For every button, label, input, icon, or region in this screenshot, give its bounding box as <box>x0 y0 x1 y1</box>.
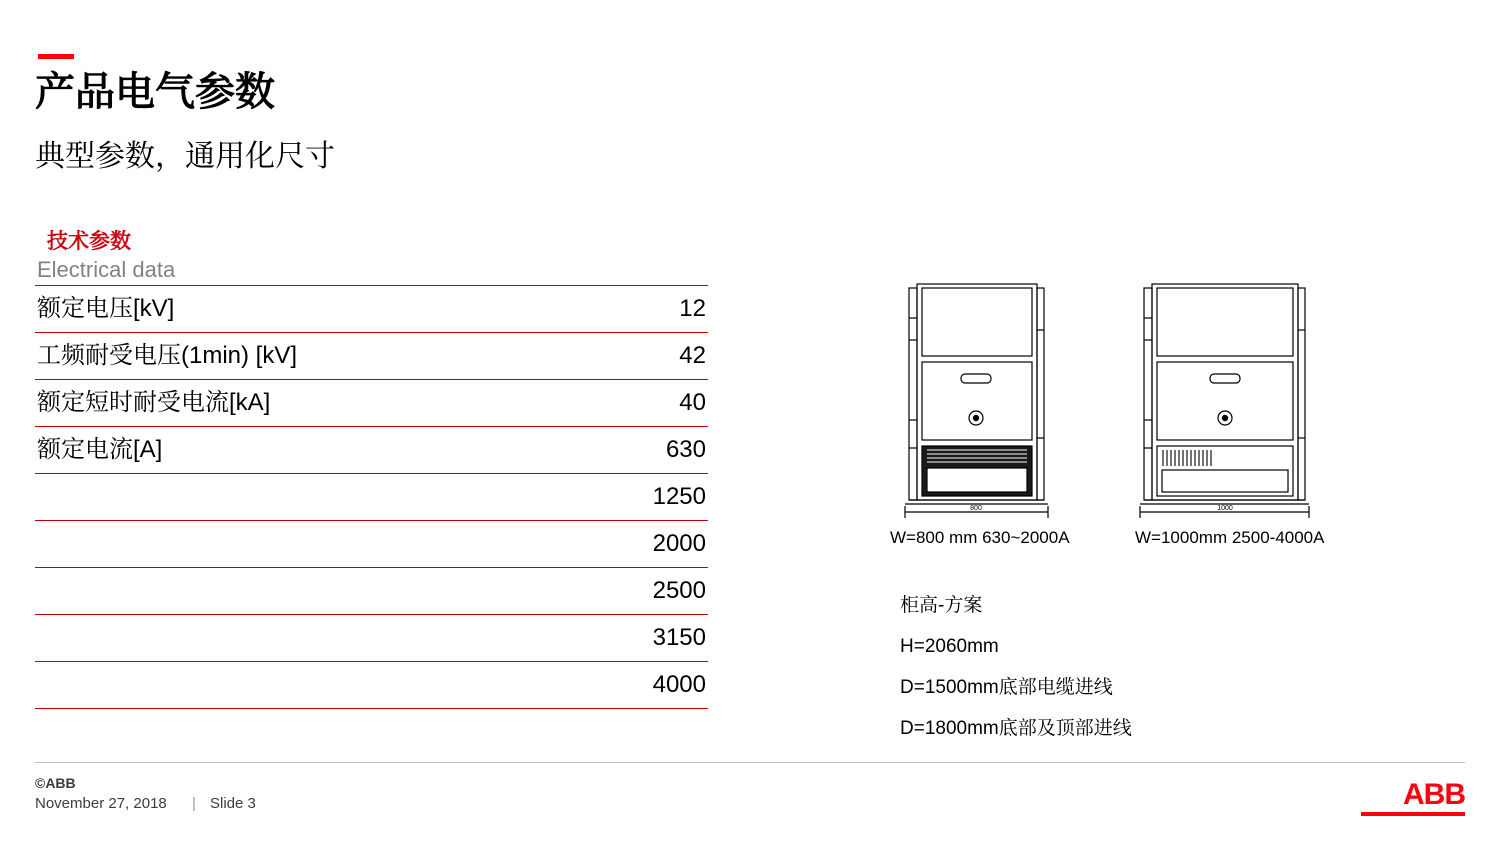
table-row <box>35 662 708 709</box>
table-row <box>35 380 708 427</box>
ghost-header-row <box>35 257 700 285</box>
parameters-table <box>35 285 708 709</box>
param-value: 4000 <box>509 662 708 709</box>
param-value: 40 <box>509 380 708 427</box>
param-label: 工频耐受电压(1min) [kV] <box>35 333 509 380</box>
table-row <box>35 333 708 380</box>
cabinet-a-caption: W=800 mm 630~2000A <box>890 528 1070 547</box>
param-value: 1250 <box>509 474 708 521</box>
cabinet-drawings <box>865 270 1445 556</box>
technical-parameters-section <box>35 225 706 709</box>
svg-text:1000: 1000 <box>1217 505 1233 512</box>
footer-date: November 27, 2018 <box>35 795 167 812</box>
param-value: 2000 <box>509 521 708 568</box>
switchgear-cabinet-front-view-1000 <box>1130 270 1325 520</box>
param-label <box>35 615 509 662</box>
svg-text:800: 800 <box>970 505 982 512</box>
switchgear-cabinet-front-view-800 <box>895 270 1070 520</box>
abb-logo: ABB <box>1403 778 1465 811</box>
param-value: 42 <box>509 333 708 380</box>
param-label: 额定短时耐受电流[kA] <box>35 380 509 427</box>
table-row <box>35 474 708 521</box>
cabinet-b-caption: W=1000mm 2500-4000A <box>1135 528 1325 547</box>
table-row <box>35 615 708 662</box>
param-label <box>35 568 509 615</box>
param-label <box>35 662 509 709</box>
param-value: 3150 <box>509 615 708 662</box>
ghost-header-text: Electrical data <box>37 257 176 282</box>
page-subtitle: 典型参数，通用化尺寸 <box>35 140 335 173</box>
param-label <box>35 474 509 521</box>
accent-tick <box>38 54 74 59</box>
table-row <box>35 521 708 568</box>
param-value: 630 <box>509 427 708 474</box>
param-label <box>35 521 509 568</box>
param-value: 12 <box>509 286 708 333</box>
notes-heading: 柜高-方案 <box>900 595 983 616</box>
param-value: 2500 <box>509 568 708 615</box>
param-label: 额定电流[A] <box>35 427 509 474</box>
slide-number: Slide 3 <box>210 795 256 812</box>
section-heading: 技术参数 <box>47 230 131 253</box>
footer-separator: | <box>192 795 196 812</box>
cabinet-height-notes <box>900 585 1132 749</box>
copyright-text: ©ABB <box>35 775 76 791</box>
table-row <box>35 286 708 333</box>
abb-logo-underline <box>1361 812 1465 816</box>
param-label: 额定电压[kV] <box>35 286 509 333</box>
page-title: 产品电气参数 <box>35 70 275 114</box>
table-row <box>35 427 708 474</box>
note-line: D=1500mm底部电缆进线 <box>900 677 1113 698</box>
table-row <box>35 568 708 615</box>
note-line: H=2060mm <box>900 636 999 657</box>
footer-divider <box>35 762 1465 763</box>
note-line: D=1800mm底部及顶部进线 <box>900 718 1132 739</box>
